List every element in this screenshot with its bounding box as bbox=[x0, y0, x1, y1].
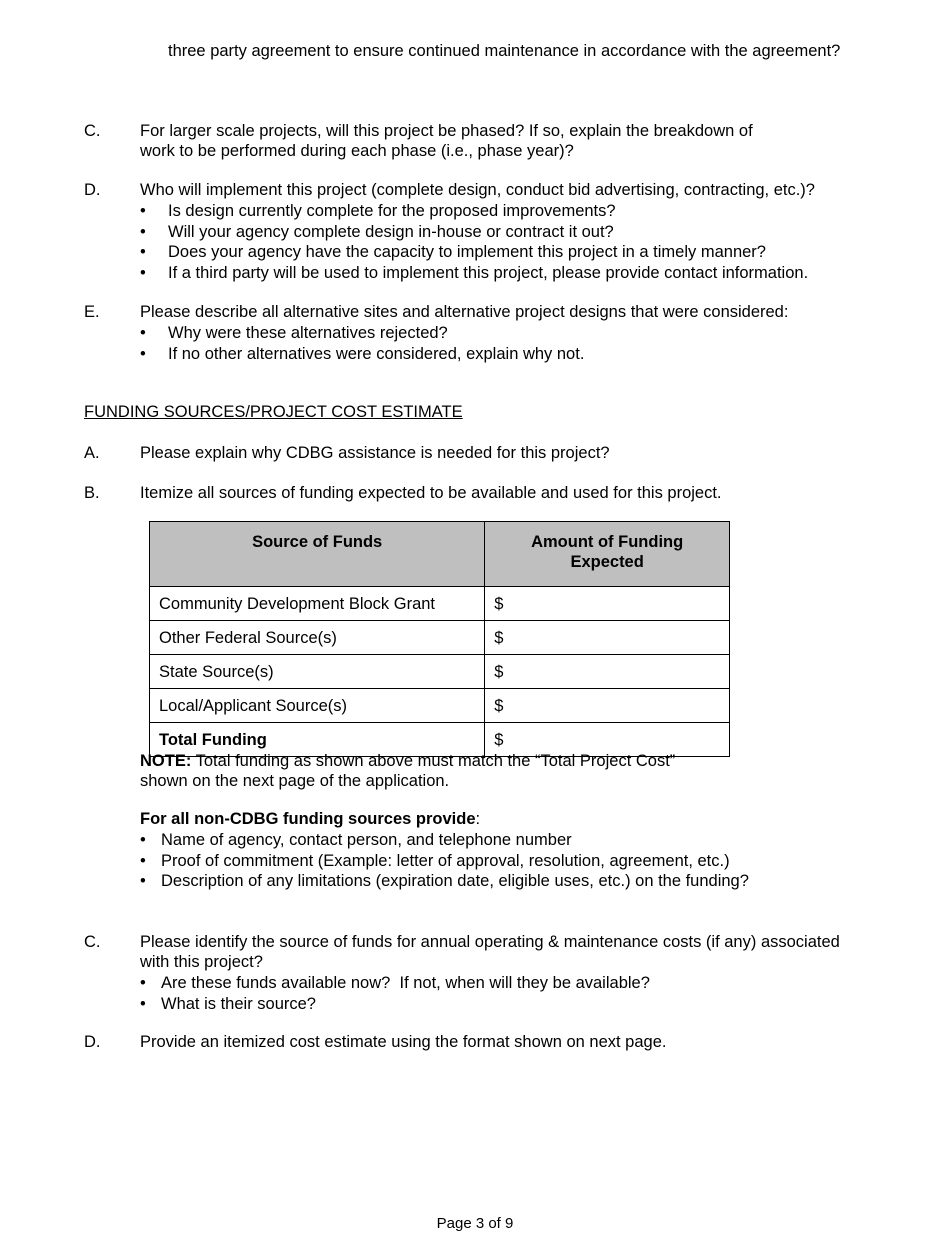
non-cdbg-requirements bbox=[140, 809, 820, 891]
question-a-cdbg-need bbox=[84, 443, 884, 463]
note-text: Total funding as shown above must match the “Total Project Cost” bbox=[191, 752, 676, 770]
item-letter: C. bbox=[84, 122, 101, 140]
column-header-amount-text: Amount of Funding Expected bbox=[531, 533, 684, 571]
bullet-item: • Are these funds available now? If not, when will they be available? bbox=[140, 973, 930, 993]
source-cell: Other Federal Source(s) bbox=[150, 621, 485, 655]
column-header-source: Source of Funds bbox=[150, 522, 485, 587]
table-header-row bbox=[150, 522, 730, 587]
item-text: Provide an itemized cost estimate using the format shown on next page. bbox=[140, 1033, 667, 1051]
bullet-item: • Does your agency have the capacity to implement this project in a timely manner? bbox=[140, 242, 885, 262]
item-letter: A. bbox=[84, 444, 100, 462]
source-cell: Community Development Block Grant bbox=[150, 587, 485, 621]
funding-sources-table bbox=[149, 521, 730, 757]
table-row bbox=[150, 621, 730, 655]
non-cdbg-label: For all non-CDBG funding sources provide bbox=[140, 810, 476, 828]
item-text-line: with this project? bbox=[140, 953, 263, 971]
item-text-line: For larger scale projects, will this project be phased? If so, explain the breakdown of bbox=[140, 122, 753, 140]
total-label-cell: Total Funding bbox=[150, 723, 485, 757]
question-d-cost-estimate bbox=[84, 1032, 884, 1052]
table-row bbox=[150, 587, 730, 621]
bullet-item: • Proof of commitment (Example: letter of approval, resolution, agreement, etc.) bbox=[140, 851, 820, 871]
bullet-item: • Why were these alternatives rejected? bbox=[140, 323, 885, 343]
item-text-line: Please describe all alternative sites and alternative project designs that were considered: bbox=[140, 303, 789, 321]
bullet-item: • Will your agency complete design in-house or contract it out? bbox=[140, 222, 885, 242]
item-text: Itemize all sources of funding expected to be available and used for this project. bbox=[140, 484, 722, 502]
amount-cell[interactable]: $ bbox=[485, 621, 730, 655]
bullet-item: • Description of any limitations (expiration date, eligible uses, etc.) on the funding? bbox=[140, 871, 820, 891]
total-amount-cell[interactable]: $ bbox=[485, 723, 730, 757]
bullet-item: • What is their source? bbox=[140, 994, 930, 1014]
item-text-line: Who will implement this project (complete design, conduct bid advertising, contracting, etc.)? bbox=[140, 181, 815, 199]
question-c-operating-costs bbox=[84, 932, 884, 1014]
note-label: NOTE: bbox=[140, 752, 192, 770]
item-text-line: work to be performed during each phase (i.e., phase year)? bbox=[140, 142, 574, 160]
amount-cell[interactable]: $ bbox=[485, 587, 730, 621]
item-letter: D. bbox=[84, 1033, 101, 1051]
table-row bbox=[150, 689, 730, 723]
bullet-list bbox=[140, 973, 930, 1014]
amount-cell[interactable]: $ bbox=[485, 655, 730, 689]
funding-note bbox=[140, 751, 760, 791]
item-letter: D. bbox=[84, 181, 101, 199]
note-text-line2: shown on the next page of the application. bbox=[140, 772, 450, 790]
item-letter: C. bbox=[84, 933, 101, 951]
table-row bbox=[150, 655, 730, 689]
question-e-alternatives bbox=[84, 302, 884, 364]
continued-question-line: three party agreement to ensure continued maintenance in accordance with the agreement? bbox=[168, 42, 841, 60]
bullet-item: • If no other alternatives were considered, explain why not. bbox=[140, 344, 885, 364]
bullet-item: • Is design currently complete for the proposed improvements? bbox=[140, 201, 885, 221]
page-number: Page 3 of 9 bbox=[436, 1215, 514, 1232]
item-text-line: Please identify the source of funds for annual operating & maintenance costs (if any) associated bbox=[140, 933, 840, 951]
question-d-implementation bbox=[84, 180, 884, 280]
item-text: Please explain why CDBG assistance is needed for this project? bbox=[140, 444, 610, 462]
item-letter: E. bbox=[84, 303, 100, 321]
non-cdbg-colon: : bbox=[475, 810, 481, 828]
bullet-list bbox=[140, 323, 885, 364]
bullet-item: • Name of agency, contact person, and telephone number bbox=[140, 830, 820, 850]
item-letter: B. bbox=[84, 484, 100, 502]
bullet-item: • If a third party will be used to implement this project, please provide contact information. bbox=[140, 263, 885, 283]
section-heading-funding: FUNDING SOURCES/PROJECT COST ESTIMATE bbox=[84, 403, 463, 421]
bullet-list bbox=[140, 201, 885, 283]
column-header-amount bbox=[485, 522, 730, 587]
source-cell: Local/Applicant Source(s) bbox=[150, 689, 485, 723]
amount-cell[interactable]: $ bbox=[485, 689, 730, 723]
question-b-funding-sources bbox=[84, 483, 884, 503]
source-cell: State Source(s) bbox=[150, 655, 485, 689]
question-c-phasing bbox=[84, 121, 884, 161]
bullet-list bbox=[140, 830, 820, 891]
